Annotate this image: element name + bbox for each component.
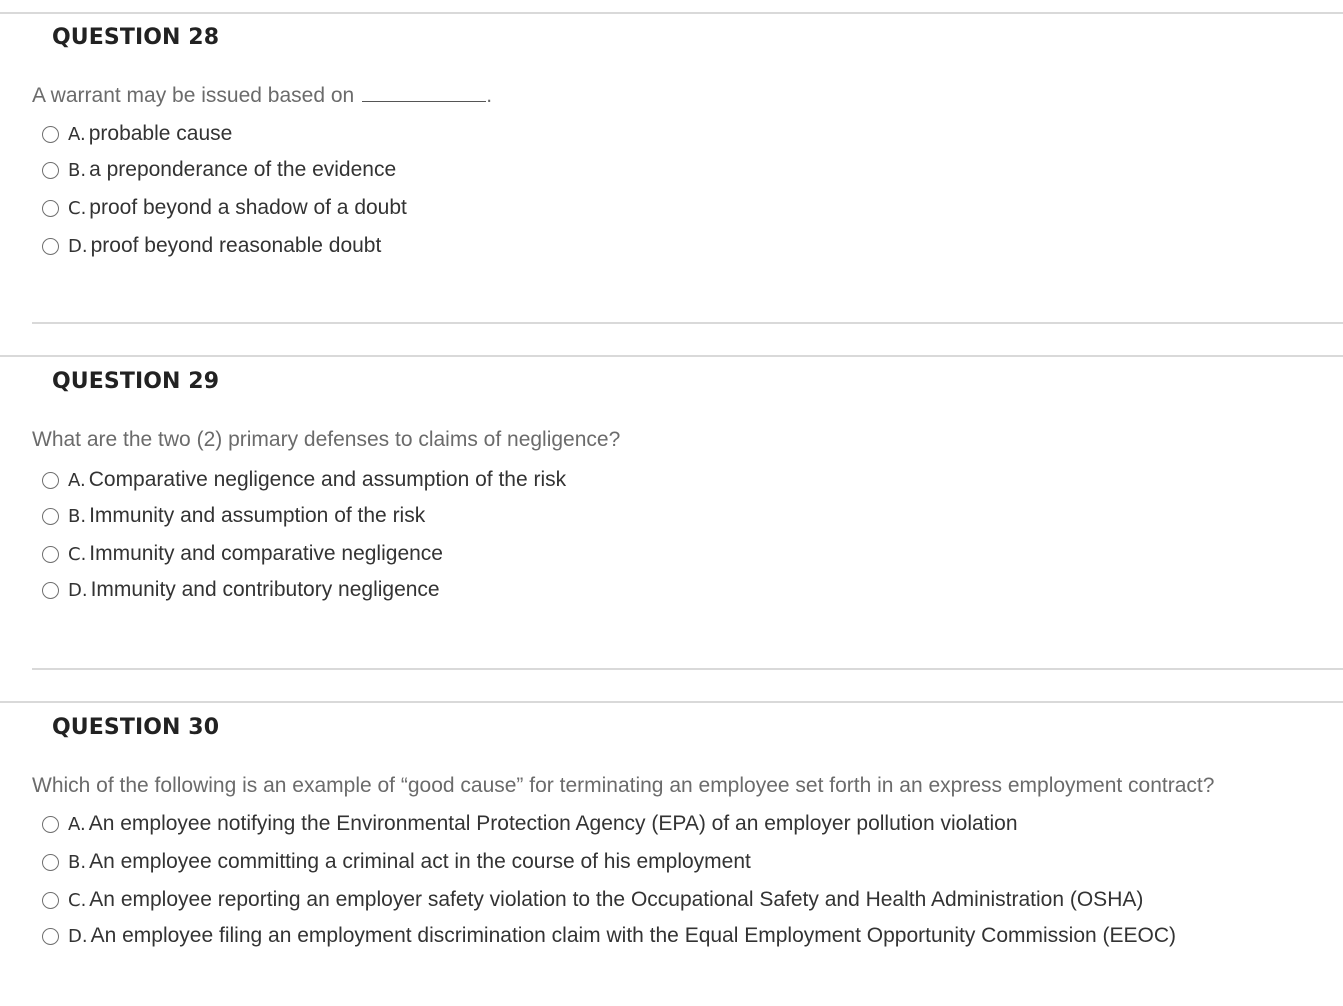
option-text: Immunity and assumption of the risk <box>89 504 426 527</box>
option-text: Immunity and comparative negligence <box>89 542 443 565</box>
option-text: proof beyond reasonable doubt <box>90 234 382 257</box>
option-text: a preponderance of the evidence <box>89 158 397 181</box>
option-letter: D. <box>68 925 88 947</box>
question-30-top-divider <box>0 701 1343 703</box>
question-30-option-c[interactable] <box>42 885 1143 915</box>
option-text: An employee committing a criminal act in the course of his employment <box>89 850 751 873</box>
question-29-option-a[interactable] <box>42 465 566 495</box>
question-28-prompt-suffix: . <box>486 84 493 107</box>
radio-button-icon[interactable] <box>42 508 59 525</box>
question-28-option-d[interactable] <box>42 231 381 261</box>
option-letter: C. <box>68 543 87 565</box>
option-text: An employee reporting an employer safety violation to the Occupational Safety and Health Administration (OSHA) <box>89 888 1144 911</box>
option-letter: B. <box>68 159 87 181</box>
question-28-prompt-text: A warrant may be issued based on <box>32 84 355 107</box>
radio-button-icon[interactable] <box>42 472 59 489</box>
radio-button-icon[interactable] <box>42 162 59 179</box>
radio-button-icon[interactable] <box>42 582 59 599</box>
question-30-option-d[interactable] <box>42 921 1176 951</box>
option-text: An employee filing an employment discrimination claim with the Equal Employment Opportunity Commission (EEOC) <box>90 924 1177 947</box>
option-letter: A. <box>68 813 86 835</box>
option-letter: B. <box>68 505 87 527</box>
option-text: probable cause <box>88 122 233 145</box>
radio-button-icon[interactable] <box>42 546 59 563</box>
question-30-option-a[interactable] <box>42 809 1018 839</box>
question-28-title: QUESTION 28 <box>52 25 220 50</box>
question-29-bottom-divider <box>32 668 1343 670</box>
question-30-option-b[interactable] <box>42 847 751 877</box>
question-29-option-c[interactable] <box>42 539 443 569</box>
question-29-option-d[interactable] <box>42 575 440 605</box>
fill-in-blank <box>362 87 486 102</box>
option-letter: B. <box>68 851 87 873</box>
question-28-option-c[interactable] <box>42 193 407 223</box>
question-28-prompt <box>32 84 492 108</box>
radio-button-icon[interactable] <box>42 892 59 909</box>
option-letter: D. <box>68 579 88 601</box>
question-28-top-divider <box>0 12 1343 14</box>
option-text: proof beyond a shadow of a doubt <box>89 196 407 219</box>
question-29-prompt: What are the two (2) primary defenses to claims of negligence? <box>32 428 621 451</box>
question-29-top-divider <box>0 355 1343 357</box>
option-letter: C. <box>68 889 87 911</box>
radio-button-icon[interactable] <box>42 238 59 255</box>
question-28-option-a[interactable] <box>42 119 232 149</box>
question-30-prompt: Which of the following is an example of “good cause” for terminating an employee set forth in an express employment contract? <box>32 774 1215 797</box>
option-letter: D. <box>68 235 88 257</box>
option-text: Immunity and contributory negligence <box>90 578 440 601</box>
question-28-bottom-divider <box>32 322 1343 324</box>
option-letter: C. <box>68 197 87 219</box>
option-letter: A. <box>68 123 86 145</box>
option-letter: A. <box>68 469 86 491</box>
question-29-title: QUESTION 29 <box>52 369 220 394</box>
question-29-option-b[interactable] <box>42 501 425 531</box>
question-28-option-b[interactable] <box>42 155 396 185</box>
radio-button-icon[interactable] <box>42 816 59 833</box>
option-text: An employee notifying the Environmental Protection Agency (EPA) of an employer pollution violation <box>88 812 1018 835</box>
question-30-title: QUESTION 30 <box>52 715 220 740</box>
option-text: Comparative negligence and assumption of the risk <box>88 468 567 491</box>
radio-button-icon[interactable] <box>42 200 59 217</box>
radio-button-icon[interactable] <box>42 854 59 871</box>
radio-button-icon[interactable] <box>42 928 59 945</box>
radio-button-icon[interactable] <box>42 126 59 143</box>
